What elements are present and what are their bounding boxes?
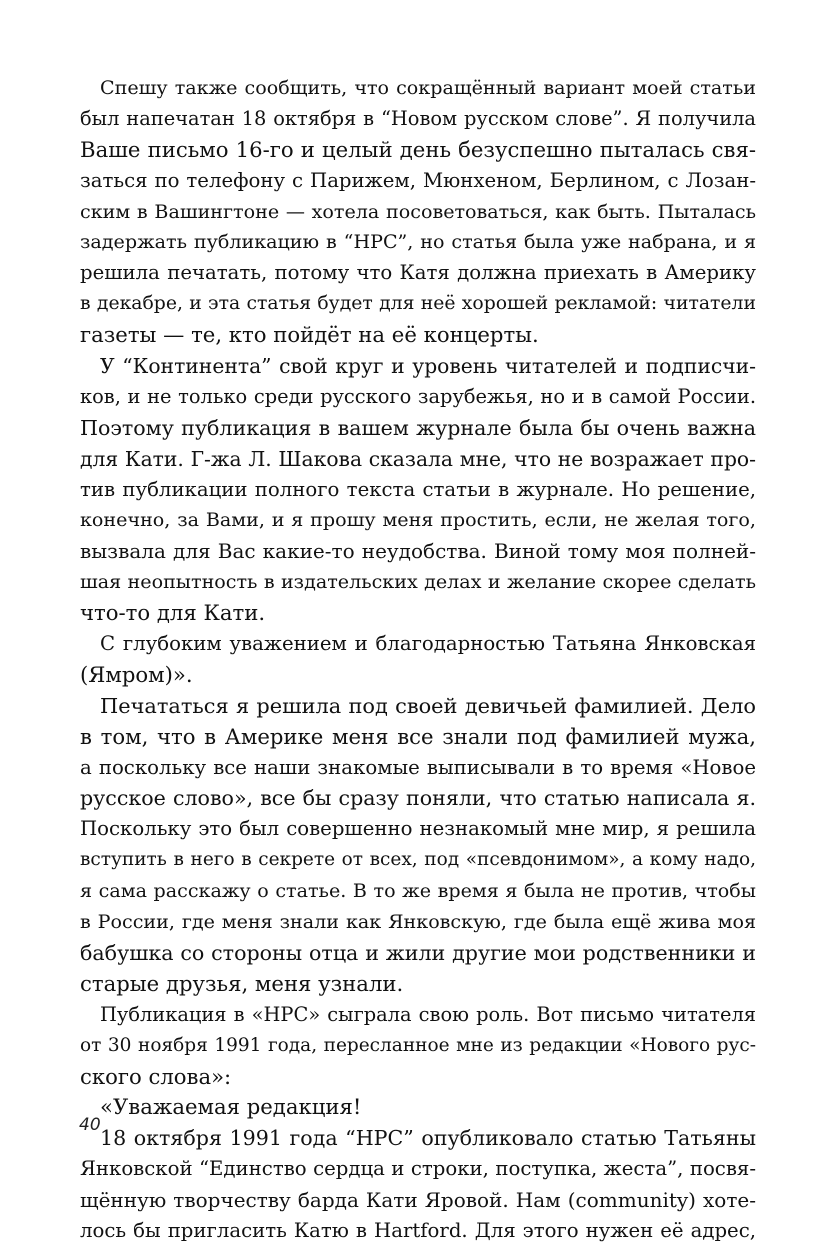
text-line: вступить в него в секрете от всех, под «псевдонимом», а кому надо, <box>80 849 756 871</box>
text-line: был напечатан 18 октября в “Новом русском слове”. Я получила <box>80 106 756 130</box>
page-number: 40 <box>79 1115 101 1135</box>
text-line: Публикация в «НРС» сыграла свою роль. Вот письмо читателя <box>100 1002 756 1026</box>
text-line: для Кати. Г-жа Л. Шакова сказала мне, что не возражает про- <box>80 446 756 471</box>
body-text <box>80 73 756 1247</box>
text-line: вызвала для Вас какие-то неудобства. Виной тому моя полней- <box>80 539 756 564</box>
text-line: щённую творчеству барда Кати Яровой. Нам (community) хоте- <box>80 1188 756 1213</box>
text-line: лось бы пригласить Катю в Hartford. Для этого нужен её адрес, <box>80 1218 756 1242</box>
text-line: газеты — те, кто пойдёт на её концерты. <box>80 322 539 348</box>
text-line: в декабре, и эта статья будет для неё хорошей рекламой: читатели <box>80 293 756 315</box>
text-line: в том, что в Америке меня все знали под фамилией мужа, <box>80 723 756 749</box>
text-line: заться по телефону с Парижем, Мюнхеном, Берлином, с Лозан- <box>80 168 756 192</box>
text-line: от 30 ноября 1991 года, пересланное мне из редакции «Нового рус- <box>80 1034 756 1056</box>
text-line: в России, где меня знали как Янковскую, где была ещё жива моя <box>80 910 756 934</box>
text-line: С глубоким уважением и благодарностью Татьяна Янковская <box>100 632 756 656</box>
text-line: шая неопытность в издательских делах и желание скорее сделать <box>80 570 756 594</box>
text-line: Поскольку это был совершенно незнакомый мне мир, я решила <box>80 817 756 841</box>
text-line: Ваше письмо 16-го и целый день безуспешно пыталась свя- <box>80 136 756 162</box>
text-line: задержать публикацию в “НРС”, но статья была уже набрана, и я <box>80 230 756 254</box>
text-line: Поэтому публикация в вашем журнале была бы очень важна <box>80 415 756 440</box>
text-line: а поскольку все наши знакомые выписывали в то время «Новое <box>80 755 756 779</box>
text-line: У “Континента” свой круг и уровень читателей и подписчи- <box>100 354 756 379</box>
text-line: Печататься я решила под своей девичьей фамилией. Дело <box>100 693 756 718</box>
text-line: ков, и не только среди русского зарубежья, но и в самой России. <box>80 384 756 408</box>
text-line: старые друзья, меня узнали. <box>80 970 404 996</box>
text-line: конечно, за Вами, и я прошу меня простить, если, не желая того, <box>80 508 756 532</box>
text-line: Спешу также сообщить, что сокращённый вариант моей статьи <box>100 76 756 99</box>
text-line: бабушка со стороны отца и жили другие мои родственники и <box>80 940 756 965</box>
text-line: (Ямром)». <box>80 661 193 687</box>
text-line: что-то для Кати. <box>80 600 266 626</box>
text-line: ским в Вашингтоне — хотела посоветоваться, как быть. Пыталась <box>80 199 756 223</box>
text-line: Янковской “Единство сердца и строки, поступка, жеста”, посвя- <box>80 1157 756 1181</box>
text-line: русское слово», все бы сразу поняли, что статью написала я. <box>80 786 756 811</box>
text-line: я сама расскажу о статье. В то же время я была не против, чтобы <box>80 879 756 903</box>
text-line: ского слова»: <box>80 1063 232 1089</box>
text-line: решила печатать, потому что Катя должна приехать в Америку <box>80 261 756 285</box>
text-line: 18 октября 1991 года “НРС” опубликовало статью Татьяны <box>100 1126 756 1151</box>
text-line: «Уважаемая редакция! <box>100 1094 362 1120</box>
text-line: тив публикации полного текста статьи в журнале. Но решение, <box>80 477 756 501</box>
